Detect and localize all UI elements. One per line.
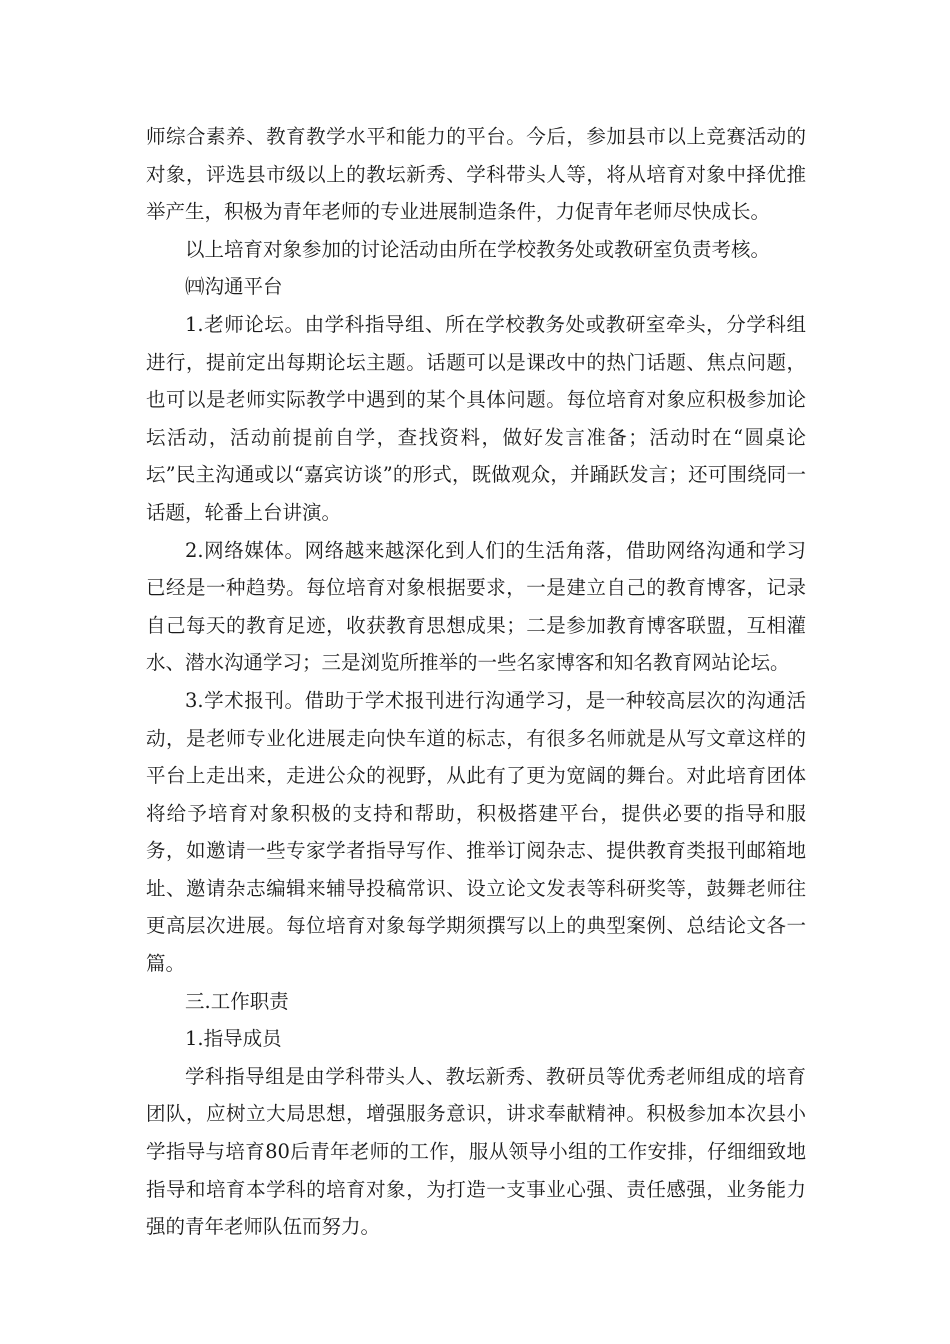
paragraph-continuation: 师综合素养、教育教学水平和能力的平台。今后，参加县市以上竞赛活动的对象，评选县市级以上的教坛新秀、学科带头人等，将从培育对象中择优推举产生，积极为青年老师的专业进展制造条件，力促青年老师尽快成长。 [146, 125, 806, 224]
section-heading-work-duties: 三.工作职责 [185, 989, 289, 1013]
subheading-guidance-members: 1.指导成员 [185, 1027, 282, 1051]
paragraph-academic-journals: 3.学术报刊。借助于学术报刊进行沟通学习，是一种较高层次的沟通活动，是老师专业化进展走向快车道的标志，有很多名师就是从写文章这样的平台上走出来，走进公众的视野，从此有了更为宽阔的舞台。对此培育团体将给予培育对象积极的支持和帮助，积极搭建平台，提供必要的指导和服务，如邀请一些专家学者指导写作、推举订阅杂志、提供教育类报刊邮箱地址、邀请杂志编辑来辅导投稿常识、设立论文发表等科研奖等，鼓舞老师往更高层次进展。每位培育对象每学期须撰写以上的典型案例、总结论文各一篇。 [146, 688, 806, 976]
paragraph-guidance-group: 学科指导组是由学科带头人、教坛新秀、教研员等优秀老师组成的培育团队，应树立大局思想，增强服务意识，讲求奉献精神。积极参加本次县小学指导与培育80后青年老师的工作，服从领导小组的工作安排，仔细细致地指导和培育本学科的培育对象，为打造一支事业心强、责任感强，业务能力强的青年老师队伍而努力。 [146, 1064, 806, 1239]
paragraph-network-media: 2.网络媒体。网络越来越深化到人们的生活角落，借助网络沟通和学习已经是一种趋势。每位培育对象根据要求，一是建立自己的教育博客，记录自己每天的教育足迹，收获教育思想成果；二是参加教育博客联盟，互相灌水、潜水沟通学习；三是浏览所推举的一些名家博客和知名教育网站论坛。 [146, 538, 806, 675]
document-body [146, 118, 806, 1246]
section-heading-communication-platform: ㈣沟通平台 [185, 275, 283, 299]
paragraph-teacher-forum: 1.老师论坛。由学科指导组、所在学校教务处或教研室牵头，分学科组进行，提前定出每期论坛主题。话题可以是课改中的热门话题、焦点问题，也可以是老师实际教学中遇到的某个具体问题。每位培育对象应积极参加论坛活动，活动前提前自学，查找资料，做好发言准备；活动时在“圆桌论坛”民主沟通或以“嘉宾访谈”的形式，既做观众，并踊跃发言；还可围绕同一话题，轮番上台讲演。 [146, 312, 806, 524]
paragraph-assessment: 以上培育对象参加的讨论活动由所在学校教务处或教研室负责考核。 [185, 237, 771, 261]
